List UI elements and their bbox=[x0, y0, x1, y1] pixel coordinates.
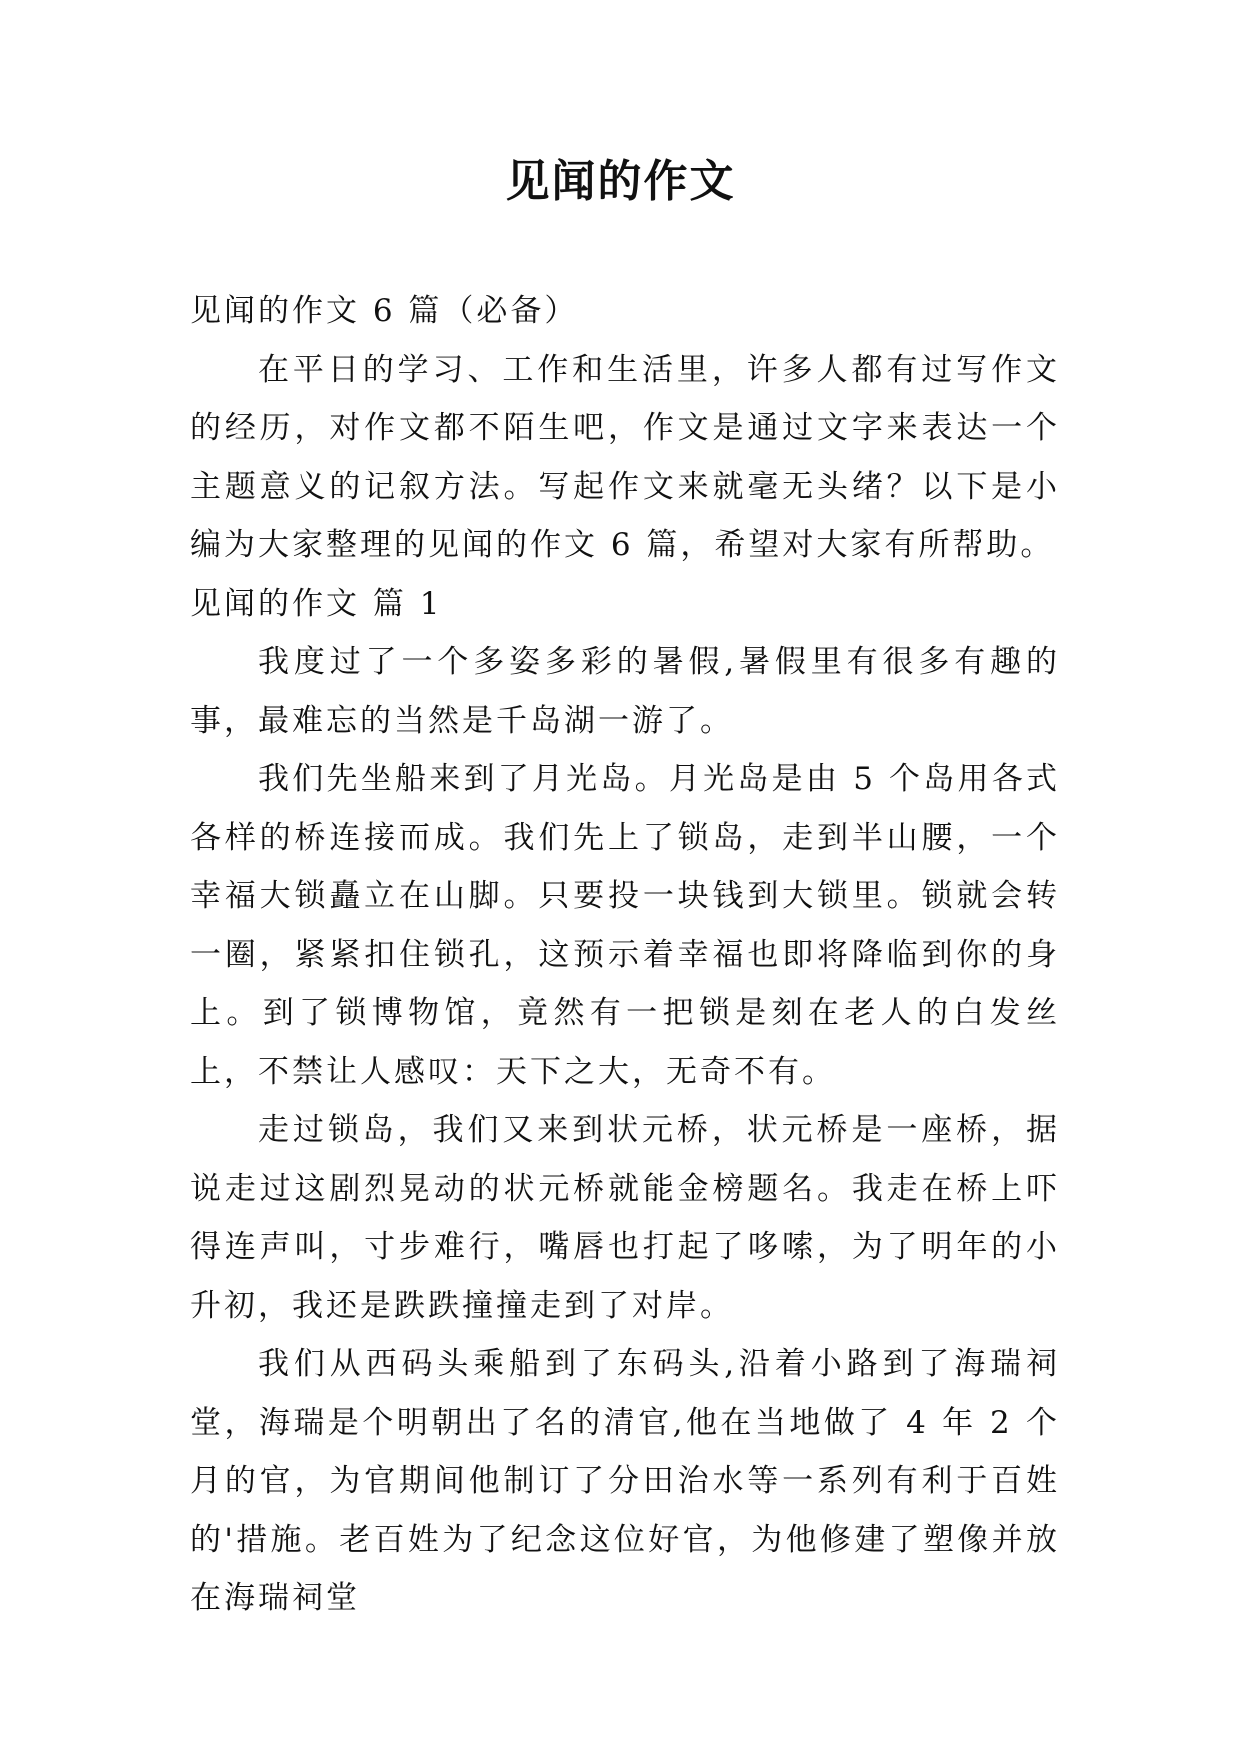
document-subtitle: 见闻的作文 6 篇（必备） bbox=[190, 293, 579, 329]
body-paragraph: 我度过了一个多姿多彩的暑假,暑假里有很多有趣的事，最难忘的当然是千岛湖一游了。 bbox=[190, 644, 1060, 739]
section-heading: 见闻的作文 篇 1 bbox=[190, 585, 443, 622]
document-body bbox=[190, 282, 1060, 1628]
intro-paragraph: 在平日的学习、工作和生活里，许多人都有过写作文的经历，对作文都不陌生吧，作文是通过文字来表达一个主题意义的记叙方法。写起作文来就毫无头绪？以下是小编为大家整理的见闻的作文 6 篇，希望对大家有所帮助。 bbox=[190, 351, 1060, 563]
document-title: 见闻的作文 bbox=[505, 156, 736, 207]
body-paragraph: 我们从西码头乘船到了东码头,沿着小路到了海瑞祠堂，海瑞是个明朝出了名的清官,他在当地做了 4 年 2 个月的官，为官期间他制订了分田治水等一系列有利于百姓的'措施。老百姓为了纪念这位好官，为他修建了塑像并放在海瑞祠堂 bbox=[190, 1346, 1060, 1616]
body-paragraph: 我们先坐船来到了月光岛。月光岛是由 5 个岛用各式各样的桥连接而成。我们先上了锁岛，走到半山腰，一个幸福大锁矗立在山脚。只要投一块钱到大锁里。锁就会转一圈，紧紧扣住锁孔，这预示着幸福也即将降临到你的身上。到了锁博物馆，竟然有一把锁是刻在老人的白发丝上，不禁让人感叹：天下之大，无奇不有。 bbox=[190, 761, 1060, 1090]
body-paragraph: 走过锁岛，我们又来到状元桥，状元桥是一座桥，据说走过这剧烈晃动的状元桥就能金榜题名。我走在桥上吓得连声叫，寸步难行，嘴唇也打起了哆嗦，为了明年的小升初，我还是跌跌撞撞走到了对岸。 bbox=[190, 1112, 1060, 1324]
